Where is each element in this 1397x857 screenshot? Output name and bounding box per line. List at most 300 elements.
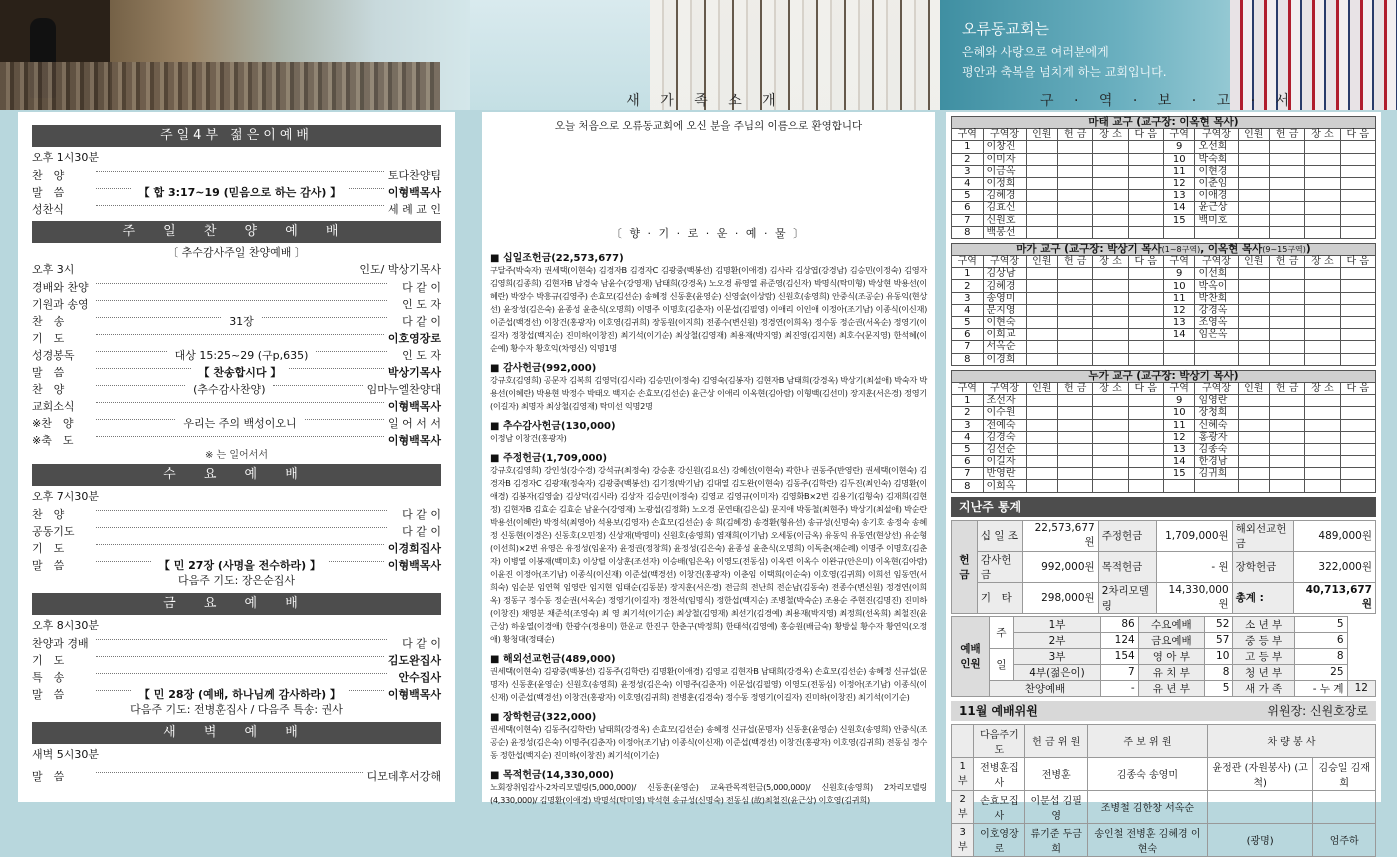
column-header: 구역 <box>1163 256 1195 268</box>
blank-cell <box>1128 329 1163 341</box>
fri-next: 다음주 기도: 전병훈집사 / 다음주 특송: 권사 <box>130 703 343 716</box>
stat-value: 14,330,000원 <box>1156 582 1232 613</box>
order-person: 임마누엘찬양대 <box>366 382 442 396</box>
dot-leader <box>96 673 387 674</box>
blank-cell <box>1270 226 1305 238</box>
district-row <box>952 317 1376 329</box>
order-person: 토다찬양팀 <box>387 168 441 182</box>
zone-leader <box>1195 480 1238 492</box>
blank-cell <box>1026 456 1058 468</box>
column-header: 구역장 <box>1195 382 1238 394</box>
order-person: 이형백목사 <box>387 433 441 447</box>
blank-cell <box>1238 353 1270 365</box>
blank-cell <box>1093 304 1128 316</box>
order-person: 다 같 이 <box>402 507 441 521</box>
fri-time <box>32 617 441 634</box>
zone-leader <box>1195 341 1238 353</box>
blank-cell <box>1128 141 1163 153</box>
blank-cell <box>1058 268 1093 280</box>
blank-cell <box>1270 317 1305 329</box>
order-label: 경배와 찬양 <box>32 280 89 294</box>
blank-cell <box>1058 177 1093 189</box>
zone-leader: 신원호 <box>983 214 1026 226</box>
zone-leader: 이선희 <box>1195 268 1238 280</box>
offering-names: 권세택(이현숙) 김동주(김학란) 남태희(강경옥) 손효모(김선순) 송혜정 신규섭(문명자) 신동훈(윤영순) 신원호(송영희) 안중식(조공순) 윤정성(김은숙) 이명주(김춘자) 이정아(조기남) 이종식(이신재) 이준섭(백경선) 이창건(홍광자) 이호영(김귀희) 전동심 정수동 정한섭(백지순) 진미하(이창진) 최기석(이기순) <box>490 724 927 760</box>
blank-cell <box>1026 177 1058 189</box>
standing-note: ※ 는 일어서서 <box>204 450 269 461</box>
dot-leader <box>96 419 175 420</box>
zone-number: 4 <box>952 304 984 316</box>
blank-cell <box>1305 443 1340 455</box>
dot-leader <box>96 188 131 189</box>
blank-cell <box>1340 419 1375 431</box>
stat-label: 중 등 부 <box>1233 632 1294 648</box>
blank-cell <box>1128 443 1163 455</box>
offerings-list <box>490 249 927 807</box>
blank-cell <box>1270 141 1305 153</box>
blank-cell <box>1340 292 1375 304</box>
friday-header: 금 요 예 배 <box>32 593 441 615</box>
banner-worship-photo <box>0 0 470 110</box>
zone-number: 4 <box>952 177 984 189</box>
blank-cell <box>1305 353 1340 365</box>
blank-cell <box>1026 317 1058 329</box>
attendance-label-2: 인원 <box>960 658 981 671</box>
order-row <box>32 556 441 573</box>
blank-cell <box>1058 141 1093 153</box>
blank-cell <box>1026 202 1058 214</box>
zone-number: 5 <box>952 443 984 455</box>
blank-cell <box>1058 395 1093 407</box>
column-header: 인원 <box>1238 382 1270 394</box>
blank-cell <box>1093 419 1128 431</box>
zone-number: 10 <box>1163 153 1195 165</box>
stat-label: 유 치 부 <box>1138 664 1204 680</box>
blank-cell <box>1128 353 1163 365</box>
committee-header <box>951 701 1376 721</box>
blank-cell <box>1238 214 1270 226</box>
stat-value: 5 <box>1205 680 1233 696</box>
zone-number: 14 <box>1163 202 1195 214</box>
fri-rows <box>32 634 441 702</box>
wed-time <box>32 488 441 505</box>
zone-leader <box>1195 226 1238 238</box>
zone-number: 10 <box>1163 407 1195 419</box>
zone-leader: 이현경 <box>1195 165 1238 177</box>
blank-cell <box>1340 226 1375 238</box>
column-header: 장 소 <box>1093 129 1128 141</box>
district-row <box>952 280 1376 292</box>
blank-cell <box>1058 341 1093 353</box>
dot-leader <box>96 334 384 335</box>
district-row <box>952 443 1376 455</box>
stat-label: 유 년 부 <box>1138 680 1204 696</box>
blank-cell <box>1340 177 1375 189</box>
dot-leader <box>96 368 191 369</box>
zone-number: 13 <box>1163 190 1195 202</box>
district-table <box>951 370 1376 493</box>
committee-row <box>952 823 1376 856</box>
committee-cell <box>1313 790 1376 823</box>
zone-number: 14 <box>1163 456 1195 468</box>
order-label: 말 씀 <box>32 687 65 701</box>
blank-cell <box>1058 443 1093 455</box>
column-header: 구역장 <box>1195 129 1238 141</box>
blank-cell <box>1270 468 1305 480</box>
order-row <box>32 685 441 702</box>
zone-number: 3 <box>952 165 984 177</box>
zone-leader: 김효신 <box>983 202 1026 214</box>
blank-cell <box>1340 456 1375 468</box>
stat-value: 154 <box>1101 648 1139 664</box>
zone-number: 2 <box>952 407 984 419</box>
committee-cell: 이문섭 김필영 <box>1025 790 1088 823</box>
stat-label: 1부 <box>1013 616 1100 632</box>
blank-cell <box>1238 407 1270 419</box>
stat-value: 8 <box>1294 648 1347 664</box>
order-detail: 【 민 27장 (사명을 전수하라) 】 <box>158 558 322 572</box>
stat-label: 십 일 조 <box>977 520 1022 551</box>
order-person: 이형백목사 <box>387 687 442 701</box>
blank-cell <box>1093 480 1128 492</box>
blank-cell <box>1340 141 1375 153</box>
committee-cell: 3부 <box>952 823 974 856</box>
blank-cell <box>1128 341 1163 353</box>
district-row <box>952 141 1376 153</box>
blank-cell <box>1270 341 1305 353</box>
blank-cell <box>1305 153 1340 165</box>
district-report-title: 구 · 역 · 보 · 고 · 서 <box>1039 93 1298 109</box>
blank-cell <box>1026 226 1058 238</box>
committee-cell: 엄주하 <box>1313 823 1376 856</box>
district-table <box>951 243 1376 366</box>
zone-number: 5 <box>952 190 984 202</box>
blank-cell <box>1128 214 1163 226</box>
blank-cell <box>1058 190 1093 202</box>
zone-leader: 반영란 <box>983 468 1026 480</box>
blank-cell <box>1270 443 1305 455</box>
zone-leader: 김귀희 <box>1195 468 1238 480</box>
blank-cell <box>1340 341 1375 353</box>
blank-cell <box>1340 329 1375 341</box>
zone-number: 3 <box>952 419 984 431</box>
order-detail: 대상 15:25~29 (구p,635) <box>174 348 309 362</box>
zone-number: 4 <box>952 431 984 443</box>
blank-cell <box>1270 202 1305 214</box>
district-row <box>952 268 1376 280</box>
zone-leader: 김혜경 <box>983 190 1026 202</box>
blank-cell <box>1058 280 1093 292</box>
blank-cell <box>1128 395 1163 407</box>
column-header: 장 소 <box>1305 129 1340 141</box>
order-row <box>32 312 441 329</box>
blank-cell <box>1340 280 1375 292</box>
blank-cell <box>1340 317 1375 329</box>
district-row <box>952 329 1376 341</box>
zone-leader: 윤근상 <box>1195 202 1238 214</box>
stat-value: 8 <box>1205 664 1233 680</box>
order-row <box>32 397 441 414</box>
district-title <box>952 370 1376 382</box>
offering-heading: ■ 감사헌금(992,000) <box>490 359 927 374</box>
committee-cell: (광명) <box>1207 823 1313 856</box>
zone-leader: 문지영 <box>983 304 1026 316</box>
zone-leader: 박숙희 <box>1195 153 1238 165</box>
blank-cell <box>1058 165 1093 177</box>
zone-leader: 이애경 <box>1195 190 1238 202</box>
committee-cell: 김승일 김재희 <box>1313 757 1376 790</box>
order-row <box>32 767 441 784</box>
blank-cell <box>1238 165 1270 177</box>
blank-cell <box>1058 468 1093 480</box>
stat-label: 장학헌금 <box>1232 551 1293 582</box>
order-detail: 【 민 28장 (예배, 하나님께 감사하라) 】 <box>138 687 341 701</box>
order-label: ※축 도 <box>32 433 74 447</box>
stat-value: 10 <box>1205 648 1233 664</box>
stat-value: 124 <box>1101 632 1139 648</box>
blank-cell <box>1238 304 1270 316</box>
blank-cell <box>1340 165 1375 177</box>
stats-header: 지난주 통계 <box>951 497 1376 517</box>
blank-cell <box>1093 341 1128 353</box>
order-detail: 우리는 주의 백성이오니 <box>183 416 297 430</box>
committee-cell: 윤정관 (자원봉사) (고척) <box>1207 757 1313 790</box>
blank-cell <box>1026 153 1058 165</box>
column-header: 구역 <box>952 256 984 268</box>
committee-cell: 류기준 두금희 <box>1025 823 1088 856</box>
dot-leader <box>329 561 384 562</box>
blank-cell <box>1270 268 1305 280</box>
column-header: 헌 금 <box>1270 382 1305 394</box>
zone-number: 9 <box>1163 141 1195 153</box>
zone-leader: 백미호 <box>1195 214 1238 226</box>
blank-cell <box>1026 443 1058 455</box>
offering-heading: ■ 장학헌금(322,000) <box>490 708 927 723</box>
stat-value: 992,000원 <box>1022 551 1098 582</box>
zone-number: 2 <box>952 153 984 165</box>
committee-col-header: 다음주기도 <box>974 724 1025 757</box>
offering-stat-row <box>952 520 1376 551</box>
offering-names: 권세택(이현숙) 김광중(백봉선) 김동주(김학란) 김명환(이애경) 김영교 김현자B 남태희(강경옥) 손효모(김선순) 송혜정 신규섭(문명자) 신동훈(윤영순) 신원호(송영희) 윤정성(김은숙) 이명주(김춘자) 이문섭(김필영) 이영도(전동심) 이정아(조기남) 이종식(이신재) 이준섭(백경선) 이창건(홍광자) 이호영(김귀희) 전병훈(김경숙) 정수동 정영기(이길자) 진미하(이창진) 최기석(이기순) <box>490 666 927 702</box>
blank-cell <box>1270 214 1305 226</box>
zone-leader: 이희옥 <box>983 480 1026 492</box>
zone-number: 7 <box>952 468 984 480</box>
offering-heading: ■ 해외선교헌금(489,000) <box>490 650 927 665</box>
stat-label: 4부(젊은이) <box>1013 664 1100 680</box>
blank-cell <box>1270 329 1305 341</box>
blank-cell <box>1305 317 1340 329</box>
district-title <box>952 243 1376 255</box>
zone-leader: 이미자 <box>983 153 1026 165</box>
blank-cell <box>1093 329 1128 341</box>
offering-stats-table <box>951 520 1376 614</box>
wednesday-header: 수 요 예 배 <box>32 464 441 486</box>
order-person: 인 도 자 <box>402 297 441 311</box>
attendance-category <box>952 616 990 696</box>
blank-cell <box>1270 407 1305 419</box>
zone-number: 15 <box>1163 214 1195 226</box>
blank-cell <box>1340 353 1375 365</box>
zone-leader: 이수원 <box>983 407 1026 419</box>
blank-cell <box>1128 304 1163 316</box>
blank-cell <box>1026 353 1058 365</box>
blank-cell <box>1128 202 1163 214</box>
committee-cell: 1부 <box>952 757 974 790</box>
dot-leader <box>349 690 384 691</box>
blank-cell <box>1093 165 1128 177</box>
stat-label: 고 등 부 <box>1233 648 1294 664</box>
zone-leader: 한경남 <box>1195 456 1238 468</box>
dawn-header: 새 벽 예 배 <box>32 722 441 744</box>
dot-leader <box>305 419 384 420</box>
order-label: 기 도 <box>32 331 65 345</box>
blank-cell <box>1058 329 1093 341</box>
blank-cell <box>1058 419 1093 431</box>
order-person: 인 도 자 <box>402 348 441 362</box>
dot-leader <box>96 300 387 301</box>
order-row <box>32 539 441 556</box>
blank-cell <box>1093 456 1128 468</box>
dot-leader <box>316 351 387 352</box>
stat-value: 298,000원 <box>1022 582 1098 613</box>
offering-names: 이정남 이창건(홍광자) <box>490 433 567 443</box>
district-row <box>952 292 1376 304</box>
time-text: 오후 1시30분 <box>32 151 99 164</box>
zone-number: 9 <box>1163 395 1195 407</box>
zone-leader: 이정희 <box>983 177 1026 189</box>
young-time <box>32 149 441 166</box>
column-header: 다 음 <box>1340 256 1375 268</box>
stat-label: 목적헌금 <box>1098 551 1156 582</box>
slogan <box>962 42 1167 82</box>
zone-number: 1 <box>952 141 984 153</box>
blank-cell <box>1128 153 1163 165</box>
order-person: 세 례 교 인 <box>388 202 441 216</box>
order-label: 성경봉독 <box>32 348 75 362</box>
blank-cell <box>1093 317 1128 329</box>
order-label: 기 도 <box>32 653 65 667</box>
stat-value: 7 <box>1101 664 1139 680</box>
blank-cell <box>1128 456 1163 468</box>
committee-row <box>952 757 1376 790</box>
blank-cell <box>1058 456 1093 468</box>
offering-heading: ■ 십일조헌금(22,573,677) <box>490 249 927 264</box>
blank-cell <box>1270 353 1305 365</box>
zone-leader: 송영미 <box>983 292 1026 304</box>
zone-number: 7 <box>952 341 984 353</box>
stat-value: 1,709,000원 <box>1156 520 1232 551</box>
dawn-time <box>32 746 441 763</box>
order-label: ※찬 양 <box>32 416 74 430</box>
column-header: 구역장 <box>983 129 1026 141</box>
zone-leader: 전예숙 <box>983 419 1026 431</box>
order-row <box>32 278 441 295</box>
zone-number: 5 <box>952 317 984 329</box>
order-person: 이형백목사 <box>387 185 442 199</box>
column-header: 다 음 <box>1128 256 1163 268</box>
zone-number: 3 <box>952 292 984 304</box>
stat-label: 수요예배 <box>1138 616 1204 632</box>
offering-heading: ■ 목적헌금(14,330,000) <box>490 766 927 781</box>
zone-number: 11 <box>1163 419 1195 431</box>
blank-cell <box>1128 468 1163 480</box>
blank-cell <box>1305 341 1340 353</box>
column-header: 인원 <box>1238 129 1270 141</box>
order-row <box>32 346 441 363</box>
order-person: 디모데후서강해 <box>366 769 441 783</box>
zone-leader: 김선순 <box>983 443 1026 455</box>
order-label: 기 도 <box>32 541 65 555</box>
blank-cell <box>1026 419 1058 431</box>
blank-cell <box>1340 202 1375 214</box>
blank-cell <box>1238 341 1270 353</box>
column-header: 헌 금 <box>1270 129 1305 141</box>
blank-cell <box>1305 431 1340 443</box>
blank-cell <box>1058 226 1093 238</box>
zone-leader: 조선자 <box>983 395 1026 407</box>
blank-cell <box>1058 407 1093 419</box>
zone-number: 6 <box>952 202 984 214</box>
column-header: 장 소 <box>1305 256 1340 268</box>
offering-names: 노회장취임감사-2차리모델링(5,000,000)/ 신동훈(윤영순) 교육관목적헌금(5,000,000)/ 신원호(송영희) 2차리모델링(4,330,000)/ 김명환(이애경) 박명석(탁미영) 박석현 송규성(신명숙) 전동심 (故)최철진(윤근상) 이호영(김귀희) <box>490 782 927 805</box>
blank-cell <box>1238 177 1270 189</box>
stat-label: 총계 : <box>1232 582 1293 613</box>
order-row <box>32 522 441 539</box>
blank-cell <box>1340 214 1375 226</box>
zone-leader: 이길자 <box>983 456 1026 468</box>
committee-cell: 손효모집사 <box>974 790 1025 823</box>
zone-leader: 이금옥 <box>983 165 1026 177</box>
zone-leader: 김경숙 <box>983 431 1026 443</box>
blank-cell <box>1026 165 1058 177</box>
order-label: 교회소식 <box>32 399 75 413</box>
attendance-row <box>952 616 1376 632</box>
blank-cell <box>1058 317 1093 329</box>
blank-cell <box>1238 419 1270 431</box>
blank-cell <box>1305 141 1340 153</box>
blank-cell <box>1026 329 1058 341</box>
zone-number: 9 <box>1163 268 1195 280</box>
blank-cell <box>1238 468 1270 480</box>
zone-number: 1 <box>952 395 984 407</box>
praise-subtitle: 〔 추수감사주일 찬양예배 〕 <box>167 246 306 259</box>
committee-cell: 송인철 전병훈 김혜경 이현숙 <box>1087 823 1207 856</box>
order-person: 다 같 이 <box>402 524 441 538</box>
column-header: 다 음 <box>1128 129 1163 141</box>
zone-number: 13 <box>1163 317 1195 329</box>
blank-cell <box>1270 292 1305 304</box>
attendance-row <box>952 680 1376 696</box>
stat-value: - 원 <box>1156 551 1232 582</box>
order-person: 박상기목사 <box>387 365 441 379</box>
committee-col-header: 주 보 위 원 <box>1087 724 1207 757</box>
zone-leader: 이희교 <box>983 329 1026 341</box>
blank-cell <box>1238 443 1270 455</box>
order-person: 이호영장로 <box>387 331 441 345</box>
stat-label: 3부 <box>1013 648 1100 664</box>
column-header: 장 소 <box>1093 382 1128 394</box>
committee-cell: 조병철 김한창 서옥순 <box>1087 790 1207 823</box>
blank-cell <box>1340 153 1375 165</box>
order-label: 찬 양 <box>32 168 65 182</box>
district-row <box>952 214 1376 226</box>
column-header: 구역 <box>1163 129 1195 141</box>
blank-cell <box>1026 304 1058 316</box>
order-row <box>32 363 441 380</box>
stat-label: 새 가 족 <box>1233 680 1294 696</box>
zone-number: 6 <box>952 456 984 468</box>
zone-number <box>1163 480 1195 492</box>
